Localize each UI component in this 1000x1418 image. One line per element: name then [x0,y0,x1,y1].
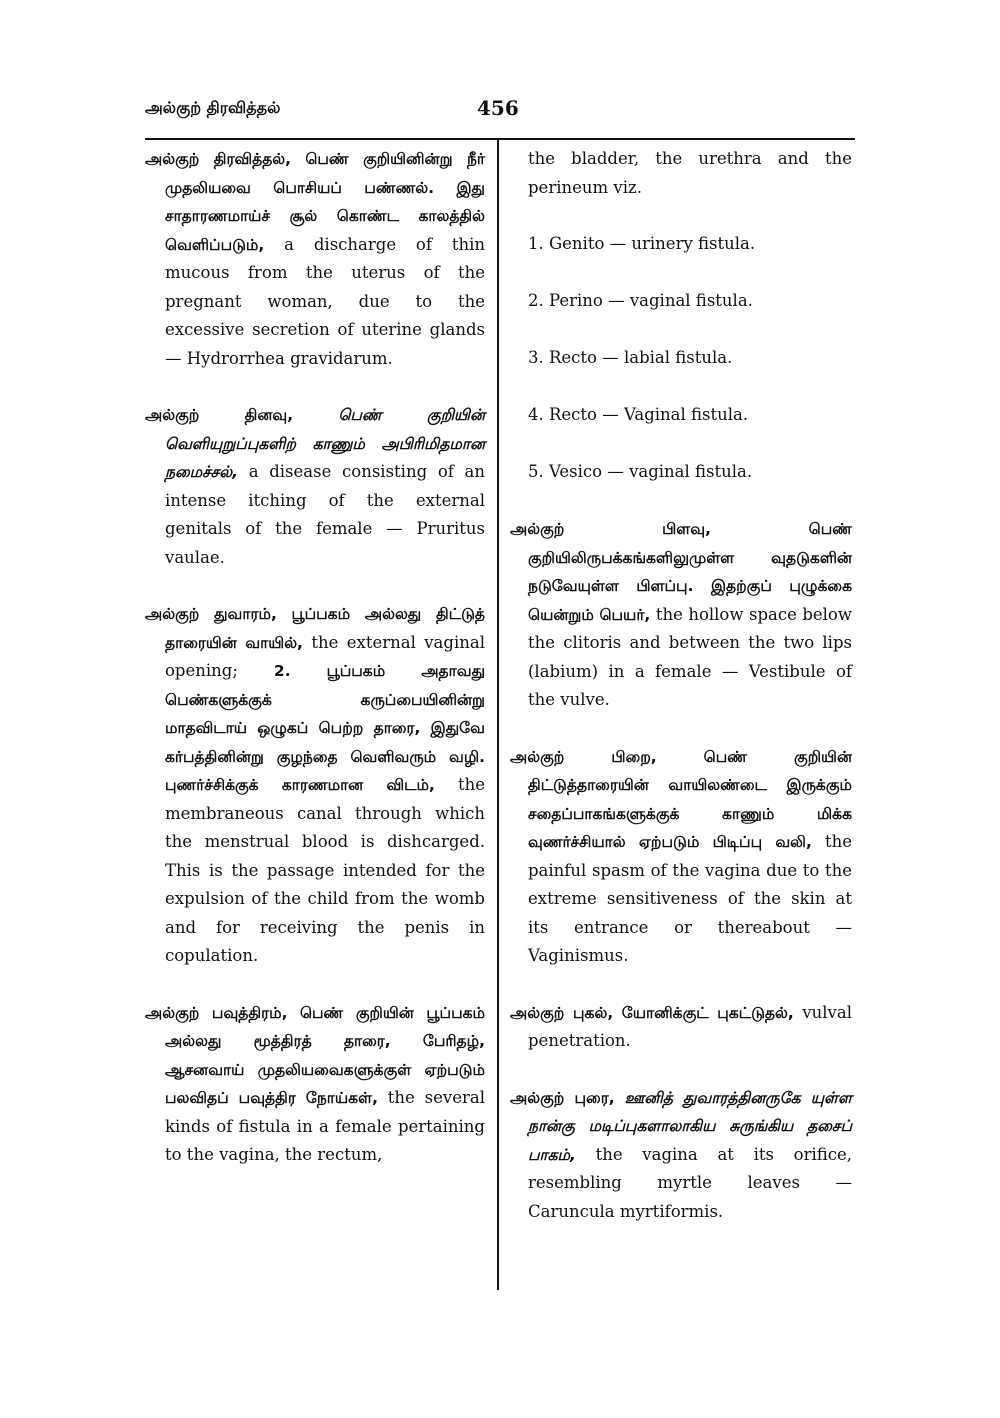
entry-tamil-definition: யோனிக்குட் புகட்டுதல், [621,1003,794,1022]
entry-english-definition: the painful spasm of the vagina due to the extreme sensitiveness of the skin at its entrance or thereabout — Vaginismus. [528,832,852,965]
entry-headword: அல்குற் புரை, [510,1088,615,1107]
entry-tamil-definition: பூப்பகம் அல்லது திட்டுத் தாரையின் வாயில், [165,605,485,652]
page-header [145,96,855,126]
entry-tamil-definition: பூப்பகம் அதாவது பெண்களுக்குக் கருப்பையினின்று மாதவிடாய் ஒழுகப் பெற்ற தாரை, இதுவே கர்பத்தினின்று குழந்தை வெளிவரும் வழி. புணர்ச்சிக்குக் காரணமான விடம், [165,662,486,794]
entry-english-definition: vulval penetration. [528,1002,852,1050]
dictionary-entry [510,999,852,1056]
dictionary-entry [145,145,485,373]
entry-english-definition: the several kinds of fistula in a female pertaining to the vagina, the rectum, [165,1088,485,1164]
dictionary-entry [145,600,485,971]
header-rule [145,138,855,140]
entry-tamil-definition: பெண் குறியின் வெளியுறுப்புகளிற் காணும் அபிரிமிதமான நமைச்சல், [165,406,485,481]
entry-headword: அல்குற் பவுத்திரம், [145,1003,288,1022]
fistula-list [528,230,852,487]
dictionary-entry [145,999,485,1170]
entry-english-definition: the vagina at its orifice, resembling myrtle leaves — Caruncula myrtiformis. [528,1144,852,1221]
right-column [510,145,852,1254]
entry-headword: அல்குற் திரவித்தல், [145,150,292,168]
list-item: 5. Vesico — vaginal fistula. [528,462,753,481]
list-item: 3. Recto — labial fistula. [528,348,733,367]
entry-headword: அல்குற் பிறை, [510,747,657,766]
entry-headword: அல்குற் தினவு, [145,406,294,424]
entry-tamil-definition: பெண் குறியினின்று நீர் முதலியவை பொசியப் பண்ணல். இது சாதாரணமாய்ச் சூல் கொண்ட காலத்தில் வெளிப்படும், [165,150,485,254]
list-item: 4. Recto — Vaginal fistula. [528,405,749,424]
sense-number: 2. [273,662,291,680]
entry-headword: அல்குற் பிளவு, [510,520,711,538]
dictionary-entry [510,1084,852,1227]
entry-english-definition: the external vaginal opening; [165,632,485,680]
running-head: அல்குற் திரவித்தல் [145,98,281,117]
dictionary-entry [145,401,485,572]
list-item: 1. Genito — urinery fistula. [528,234,756,253]
page-number: 456 [477,96,519,120]
entry-tamil-definition: பெண் குறியின் திட்டுத்தாரையின் வாயிலண்டை இருக்கும் சதைப்பாகங்களுக்குக் காணும் மிக்க வுணர்ச்சியால் ஏற்படும் பிடிப்பு வலி, [528,747,852,851]
entry-tamil-definition: பெண் குறியின் பூப்பகம் அல்லது மூத்திரத் தாரை, பேரிதழ், ஆசனவாய் முதலியவைகளுக்குள் ஏற்படும் பலவிதப் பவுத்திர நோய்கள், [165,1003,485,1107]
entry-tamil-definition: ஊனித் துவாரத்தினருகே யுள்ள நான்கு மடிப்புகளாலாகிய சுருங்கிய தசைப் பாகம், [528,1088,852,1164]
entry-english-definition: the hollow space below the clitoris and between the two lips (labium) in a female — Vestibule of the vulve. [528,604,852,709]
dictionary-entry [510,743,852,971]
entry-english-definition: a disease consisting of an intense itching of the external genitals of the female — Pruritus vaulae. [165,462,486,567]
list-item: 2. Perino — vaginal fistula. [528,291,753,310]
entry-english-definition: the membraneous canal through which the menstrual blood is dishcarged. This is the passage intended for the expulsion of the child from the womb and for receiving the penis in copulation. [165,775,486,965]
entry-headword: அல்குற் துவாரம், [145,605,277,623]
entry-tamil-definition: பெண் குறியிலிருபக்கங்களிலுமுள்ள வுதடுகளின் நடுவேயுள்ள பிளப்பு. இதற்குப் புழுக்கை யென்றும் பெயர், [528,520,852,624]
column-divider [497,140,499,1290]
entry-headword: அல்குற் புகல், [510,1003,614,1022]
dictionary-entry [510,515,852,715]
entry-english-definition: a discharge of thin mucous from the uterus of the pregnant woman, due to the excessive secretion of uterine glands — Hydrorrhea gravidarum. [165,234,485,368]
entry-continuation: the bladder, the urethra and the perineum viz. [528,149,852,197]
left-column [145,145,485,1198]
